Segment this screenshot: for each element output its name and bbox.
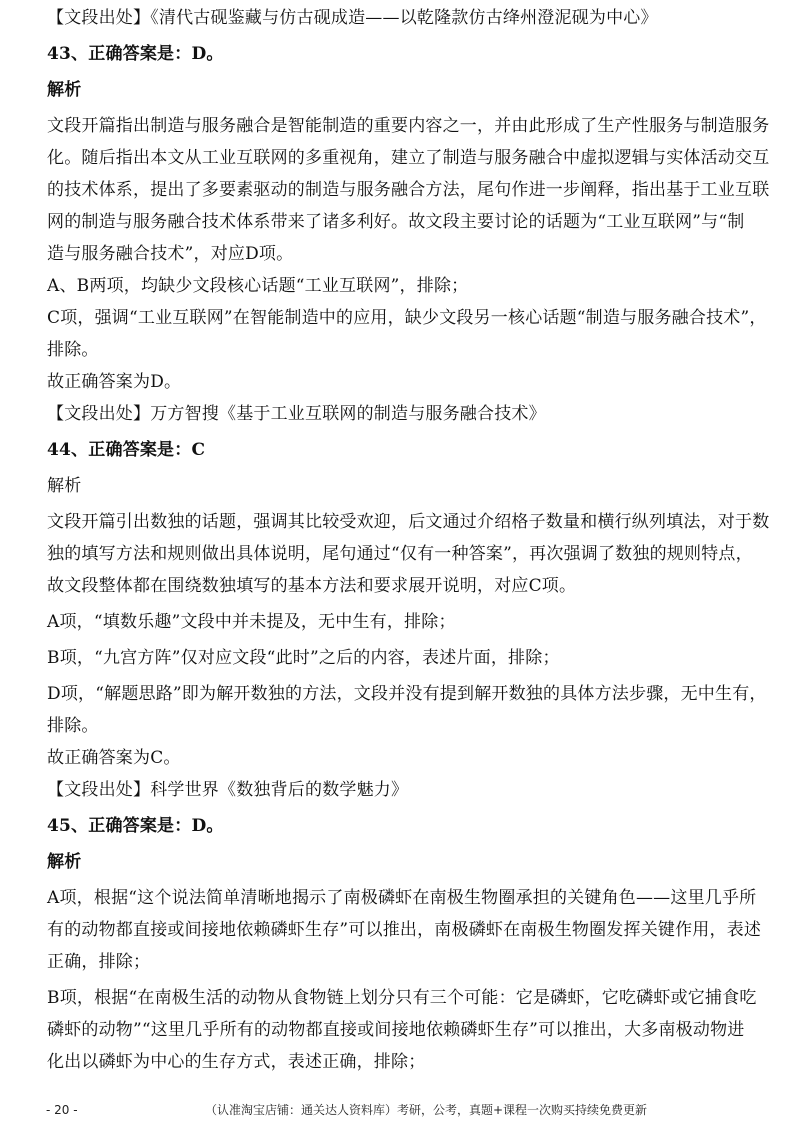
text-line: 化。随后指出本文从工业互联网的多重视角，建立了制造与服务融合中虚拟逻辑与实体活动交互 [47, 148, 770, 168]
text-line: B项，“九宫方阵”仅对应文段“此时”之后的内容，表述片面，排除； [47, 648, 560, 668]
text-line: 44、正确答案是：C [47, 440, 206, 460]
text-line: 【文段出处】科学世界《数独背后的数学魅力》 [47, 780, 409, 800]
text-line: 【文段出处】万方智搜《基于工业互联网的制造与服务融合技术》 [47, 404, 546, 424]
page-number: - 20 - [46, 1103, 78, 1117]
page-footer [0, 1100, 800, 1120]
text-line: 文段开篇指出制造与服务融合是智能制造的重要内容之一，并由此形成了生产性服务与制造服务 [47, 116, 770, 136]
text-line: 独的填写方法和规则做出具体说明，尾句通过“仅有一种答案”，再次强调了数独的规则特点， [47, 544, 753, 564]
text-line: 有的动物都直接或间接地依赖磷虾生存”可以推出，南极磷虾在南极生物圈发挥关键作用，表述 [47, 920, 762, 940]
footer-note: （认准淘宝店铺：通关达人资料库）考研，公考，真题+课程一次购买持续免费更新 [205, 1103, 648, 1117]
text-line: 化出以磷虾为中心的生存方式，表述正确，排除； [47, 1052, 426, 1072]
text-line: 43、正确答案是：D。 [47, 44, 224, 64]
text-line: 正确，排除； [47, 952, 151, 972]
text-line: 排除。 [47, 340, 99, 360]
text-line: 解析 [47, 852, 82, 872]
text-line: 磷虾的动物”“这里几乎所有的动物都直接或间接地依赖磷虾生存”可以推出，大多南极动物进 [47, 1020, 745, 1040]
text-line: B项，根据“在南极生活的动物从食物链上划分只有三个可能：它是磷虾，它吃磷虾或它捕食吃 [47, 988, 757, 1008]
text-line: D项，“解题思路”即为解开数独的方法，文段并没有提到解开数独的具体方法步骤，无中生有， [47, 684, 767, 704]
text-line: 故正确答案为C。 [47, 748, 181, 768]
text-line: 文段开篇引出数独的话题，强调其比较受欢迎，后文通过介绍格子数量和横行纵列填法，对于数 [47, 512, 770, 532]
text-line: A项，“填数乐趣”文段中并未提及，无中生有，排除； [47, 612, 456, 632]
text-line: 故正确答案为D。 [47, 372, 182, 392]
text-line: 解析 [47, 476, 82, 496]
text-line: 造与服务融合技术”，对应D项。 [47, 244, 294, 264]
text-line: 解析 [47, 80, 82, 100]
text-line: C项，强调“工业互联网”在智能制造中的应用，缺少文段另一核心话题“制造与服务融合技术”， [47, 308, 767, 328]
text-line: 45、正确答案是：D。 [47, 816, 224, 836]
text-line: A项，根据“这个说法简单清晰地揭示了南极磷虾在南极生物圈承担的关键角色——这里几乎所 [47, 888, 757, 908]
text-line: 排除。 [47, 716, 99, 736]
text-line: 【文段出处】《清代古砚鉴藏与仿古砚成造——以乾隆款仿古绛州澄泥砚为中心》 [47, 8, 658, 28]
text-line: 网的制造与服务融合技术体系带来了诸多利好。故文段主要讨论的话题为“工业互联网”与“制 [47, 212, 745, 232]
text-line: A、B两项，均缺少文段核心话题“工业互联网”，排除； [47, 276, 469, 296]
text-line: 的技术体系，提出了多要素驱动的制造与服务融合方法，尾句作进一步阐释，指出基于工业互联 [47, 180, 770, 200]
text-line: 故文段整体都在围绕数独填写的基本方法和要求展开说明，对应C项。 [47, 576, 577, 596]
